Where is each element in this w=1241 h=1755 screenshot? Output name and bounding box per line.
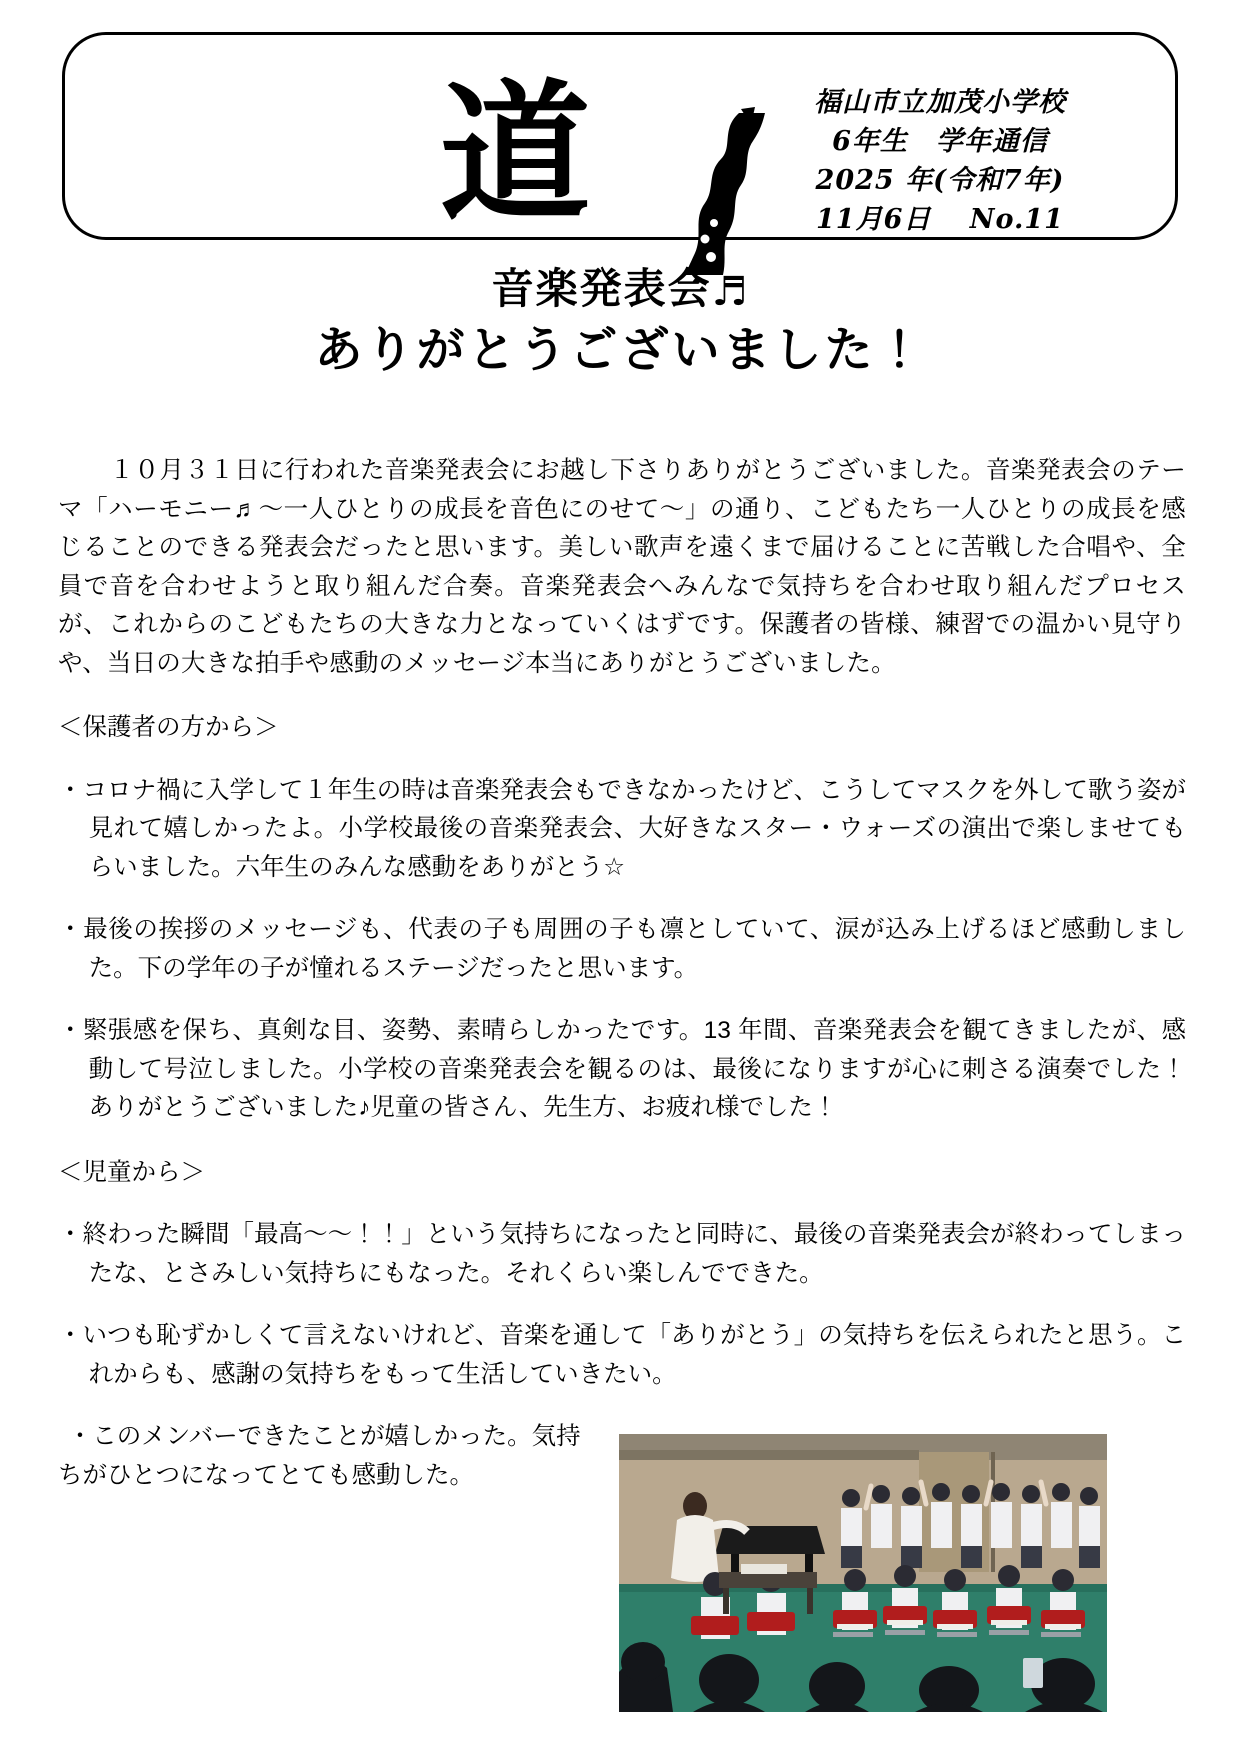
- intro-paragraph: １０月３１日に行われた音楽発表会にお越し下さりありがとうございました。音楽発表会のテーマ「ハーモニー♬〜一人ひとりの成長を音色にのせて〜」の通り、こどもたち一人ひとりの成長を感じることのできる発表会だったと思います。美しい歌声を遠くまで届けることに苦戦した合唱や、全員で音を合わせようと取り組んだ合奏。音楽発表会へみんなで気持ちを合わせ取り組んだプロセスが、これからのこどもたちの大きな力となっていくはずです。保護者の皆様、練習での温かい見守りや、当日の大きな拍手や感動のメッセージ本当にありがとうございました。: [58, 457, 1186, 677]
- list-item-final: [58, 1418, 598, 1495]
- comment-text: コロナ禍に入学して１年生の時は音楽発表会もできなかったけど、こうしてマスクを外して歌う姿が見れて嬉しかったよ。小学校最後の音楽発表会、大好きなスター・ウォーズの演出で楽しませてもらいました。六年生のみんな感動をありがとう☆: [82, 776, 1187, 881]
- children-comment-list: [58, 1216, 1186, 1394]
- comment-text: 緊張感を保ち、真剣な目、姿勢、素晴らしかったです。13 年間、音楽発表会を観てきましたが、感動して号泣しました。小学校の音楽発表会を観るのは、最後になりますが心に刺さる演奏でした！ありがとうございました♪児童の皆さん、先生方、お疲れ様でした！: [82, 1017, 1187, 1121]
- list-item: [58, 772, 1186, 888]
- bullet-mark: ・: [58, 916, 84, 943]
- page-title: [0, 262, 1241, 379]
- music-performance-photo: [619, 1434, 1107, 1712]
- header-box: [62, 32, 1178, 240]
- section-heading-parents: ＜保護者の方から＞: [58, 714, 279, 741]
- article-body: [58, 452, 1186, 1495]
- comment-text: 終わった瞬間「最高〜〜！！」という気持ちになったと同時に、最後の音楽発表会が終わってしまったな、とさみしい気持ちにもなった。それくらい楽しんでできた。: [82, 1221, 1187, 1287]
- date-issue-number: 11月6日 No.11: [816, 204, 1064, 235]
- school-name: 福山市立加茂小学校: [814, 87, 1066, 118]
- title-line-2: ありがとうございました！: [314, 322, 927, 378]
- parent-comment-list: [58, 772, 1186, 1128]
- kanji-glyph: 道: [439, 65, 590, 241]
- title-line-1: [492, 262, 750, 319]
- bullet-mark: ・: [58, 1017, 83, 1044]
- michi-kanji-logo: [365, 63, 665, 253]
- comment-text: 最後の挨拶のメッセージも、代表の子も周囲の子も凛としていて、涙が込み上げるほど感動しました。下の学年の子が憧れるステージだったと思います。: [83, 916, 1186, 982]
- comment-text: このメンバーできたことが嬉しかった。気持ちがひとつになってとても感動した。: [58, 1423, 581, 1489]
- bullet-mark: ・: [58, 1221, 83, 1248]
- comment-text: いつも恥ずかしくて言えないけれど、音楽を通して「ありがとう」の気持ちを伝えられたと思う。これからも、感謝の気持ちをもって生活していきたい。: [82, 1322, 1187, 1388]
- title-main-text: 音楽発表会: [491, 264, 712, 313]
- bullet-mark: ・: [58, 776, 83, 804]
- list-item: [58, 1012, 1186, 1128]
- school-info: [725, 83, 1155, 239]
- music-notes-icon: ♬: [711, 269, 750, 315]
- grade-bulletin: 6年生 学年通信: [832, 126, 1048, 157]
- section-heading-children: ＜児童から＞: [58, 1158, 205, 1186]
- bullet-mark: ・: [67, 1423, 93, 1450]
- list-item: [58, 1317, 1186, 1394]
- year: 2025 年(令和7年): [815, 165, 1065, 196]
- bullet-mark: ・: [58, 1322, 83, 1349]
- list-item: [58, 911, 1186, 988]
- list-item: [58, 1216, 1186, 1293]
